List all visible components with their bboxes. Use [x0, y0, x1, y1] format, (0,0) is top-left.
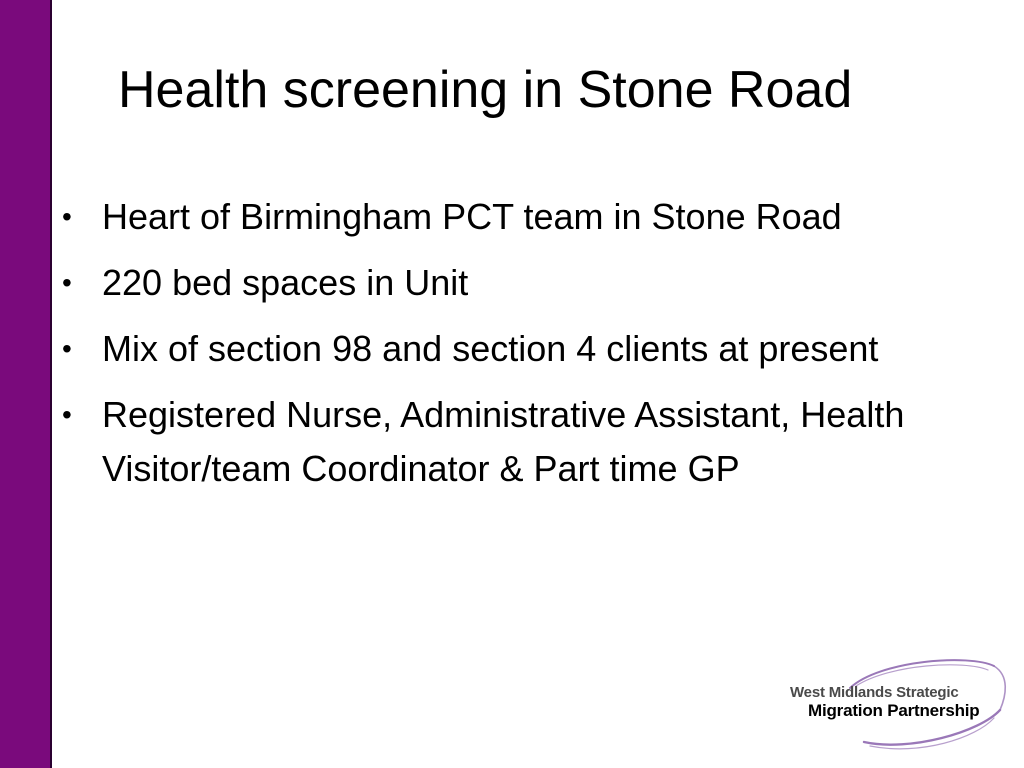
- bullet-marker: •: [62, 201, 72, 232]
- bullet-item: [62, 322, 942, 376]
- bullet-item: [62, 256, 942, 310]
- logo-text-line2: Migration Partnership: [808, 701, 980, 720]
- bullet-text: Registered Nurse, Administrative Assistant, Health Visitor/team Coordinator & Part time GP: [102, 394, 905, 489]
- bullet-item: [62, 388, 942, 496]
- slide-title: Health screening in Stone Road: [118, 61, 853, 119]
- logo-text-line1: West Midlands Strategic: [790, 684, 959, 701]
- bullet-marker: •: [62, 267, 72, 298]
- bullet-text: 220 bed spaces in Unit: [102, 262, 469, 303]
- bullet-text: Mix of section 98 and section 4 clients at present: [102, 328, 879, 369]
- partnership-logo: [780, 652, 1024, 752]
- bullet-text: Heart of Birmingham PCT team in Stone Road: [102, 196, 842, 237]
- side-accent-bar: [0, 0, 52, 768]
- bullet-marker: •: [62, 333, 72, 364]
- bullet-list: [62, 190, 942, 508]
- bullet-marker: •: [62, 399, 72, 430]
- bullet-item: [62, 190, 942, 244]
